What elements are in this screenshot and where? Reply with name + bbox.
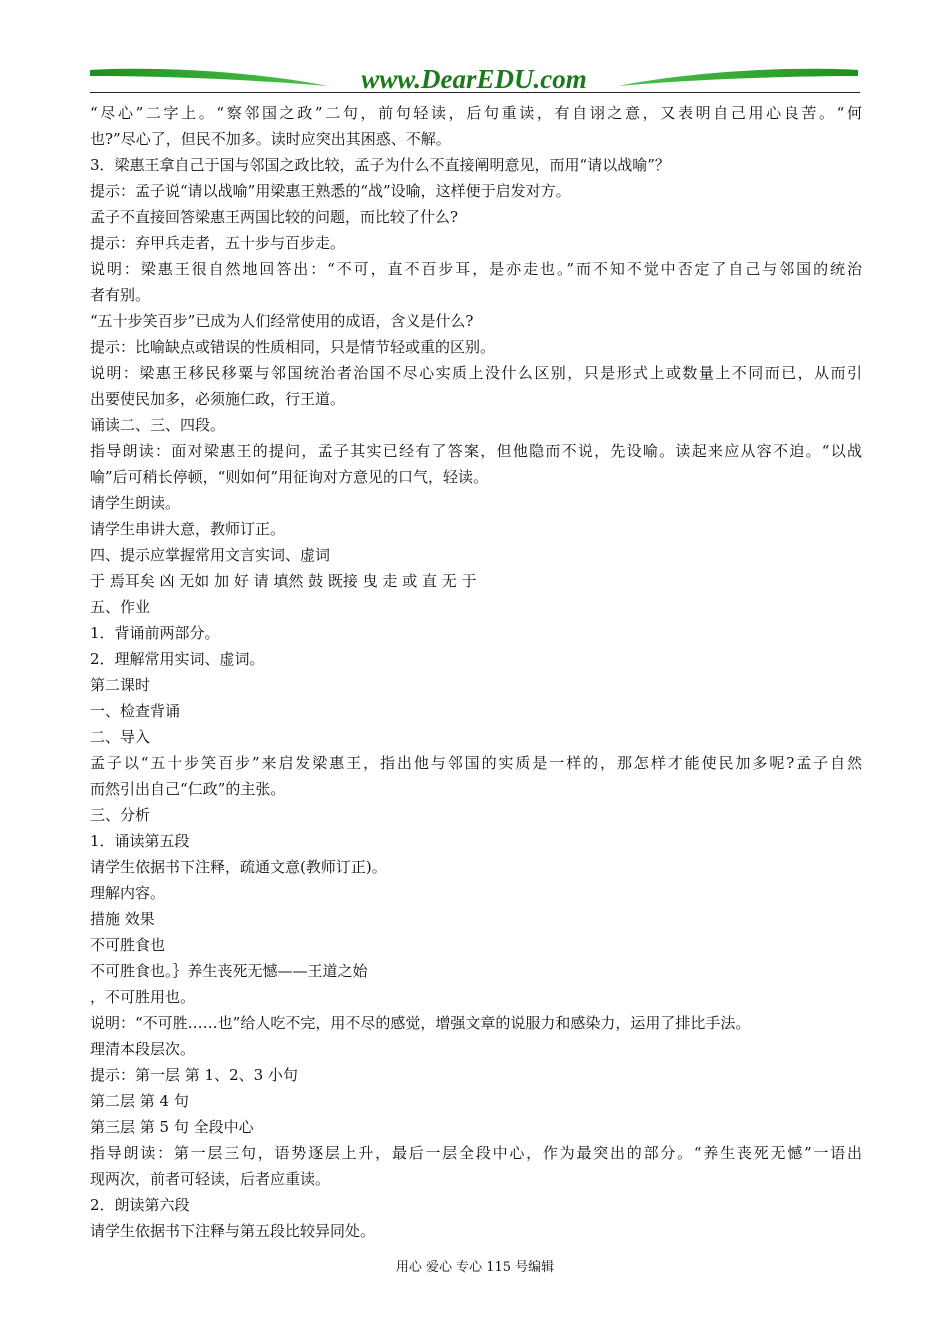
text-line: 指导朗读：面对梁惠王的提问，孟子其实已经有了答案，但他隐而不说，先设喻。读起来应从容不迫。“以战 xyxy=(90,442,862,460)
text-line: 出要使民加多，必须施仁政，行王道。 xyxy=(90,390,346,408)
text-line: ，不可胜用也。 xyxy=(90,988,196,1006)
text-line: 而然引出自己“仁政”的主张。 xyxy=(90,780,286,798)
header-swoosh-logo xyxy=(88,62,860,94)
text-line: 一、检查背诵 xyxy=(90,702,181,720)
text-line: 说明：“不可胜……也”给人吃不完，用不尽的感觉，增强文章的说服力和感染力，运用了排比手法。 xyxy=(90,1014,751,1032)
text-line: 请学生串讲大意，教师订正。 xyxy=(90,520,286,538)
page-footer: 用心 爱心 专心 115 号编辑 xyxy=(395,1260,555,1275)
text-line: “五十步笑百步”已成为人们经常使用的成语，含义是什么? xyxy=(90,312,474,330)
text-line: 孟子以“五十步笑百步”来启发梁惠王，指出他与邻国的实质是一样的，那怎样才能使民加多呢?孟子自然 xyxy=(90,754,862,772)
text-line: 2．理解常用实词、虚词。 xyxy=(90,650,265,668)
text-line: 四、提示应掌握常用文言实词、虚词 xyxy=(90,546,331,564)
text-line: 措施 效果 xyxy=(90,910,155,928)
text-line: 于 焉耳矣 凶 无如 加 好 请 填然 鼓 既接 曳 走 或 直 无 于 xyxy=(90,572,477,590)
text-line: 诵读二、三、四段。 xyxy=(90,416,226,434)
text-line: 第二层 第 4 句 xyxy=(90,1092,189,1110)
text-line: 五、作业 xyxy=(90,598,151,616)
text-line: 孟子不直接回答梁惠王两国比较的问题，而比较了什么? xyxy=(90,208,459,226)
header-rule xyxy=(90,92,860,93)
text-line: 第二课时 xyxy=(90,676,151,694)
text-line: 者有别。 xyxy=(90,286,151,304)
text-line: 提示：第一层 第 1、2、3 小句 xyxy=(90,1066,298,1084)
text-line: 提示：孟子说“请以战喻”用梁惠王熟悉的“战”设喻，这样便于启发对方。 xyxy=(90,182,571,200)
text-line: 现两次，前者可轻读，后者应重读。 xyxy=(90,1170,331,1188)
text-line: 不可胜食也 xyxy=(90,936,166,954)
text-line: “尽心”二字上。“察邻国之政”二句，前句轻读，后句重读，有自诩之意，又表明自己用心良苦。“何 xyxy=(90,104,862,122)
text-line: 2．朗读第六段 xyxy=(90,1196,190,1214)
text-line: 1．背诵前两部分。 xyxy=(90,624,220,642)
text-line: 请学生朗读。 xyxy=(90,494,181,512)
text-line: 三、分析 xyxy=(90,806,151,824)
text-line: 提示：弃甲兵走者，五十步与百步走。 xyxy=(90,234,346,252)
text-line: 理解内容。 xyxy=(90,884,166,902)
text-line: 请学生依据书下注释与第五段比较异同处。 xyxy=(90,1222,376,1240)
text-line: 提示：比喻缺点或错误的性质相同，只是情节轻或重的区别。 xyxy=(90,338,496,356)
text-line: 第三层 第 5 句 全段中心 xyxy=(90,1118,254,1136)
text-line: 1．诵读第五段 xyxy=(90,832,190,850)
page-header-banner xyxy=(88,62,860,94)
text-line: 二、导入 xyxy=(90,728,151,746)
text-line: 3．梁惠王拿自己于国与邻国之政比较，孟子为什么不直接阐明意见，而用“请以战喻”？ xyxy=(90,156,670,174)
document-body xyxy=(90,100,862,1244)
text-line: 喻”后可稍长停顿，“则如何”用征询对方意见的口气，轻读。 xyxy=(90,468,489,486)
text-line: 指导朗读：第一层三句，语势逐层上升，最后一层全段中心，作为最突出的部分。“养生丧死无憾”一语出 xyxy=(90,1144,862,1162)
text-line: 说明：梁惠王很自然地回答出：“不可，直不百步耳，是亦走也。”而不知不觉中否定了自己与邻国的统治 xyxy=(90,260,862,278)
text-line: 也?”尽心了，但民不加多。读时应突出其困惑、不解。 xyxy=(90,130,451,148)
site-logo-text: www.DearEDU.com xyxy=(361,64,587,94)
text-line: 说明：梁惠王移民移粟与邻国统治者治国不尽心实质上没什么区别，只是形式上或数量上不同而已，从而引 xyxy=(90,364,862,382)
text-line: 理清本段层次。 xyxy=(90,1040,196,1058)
text-line: 不可胜食也。｝养生丧死无憾——王道之始 xyxy=(90,962,368,980)
text-line: 请学生依据书下注释，疏通文意(教师订正)。 xyxy=(90,858,387,876)
